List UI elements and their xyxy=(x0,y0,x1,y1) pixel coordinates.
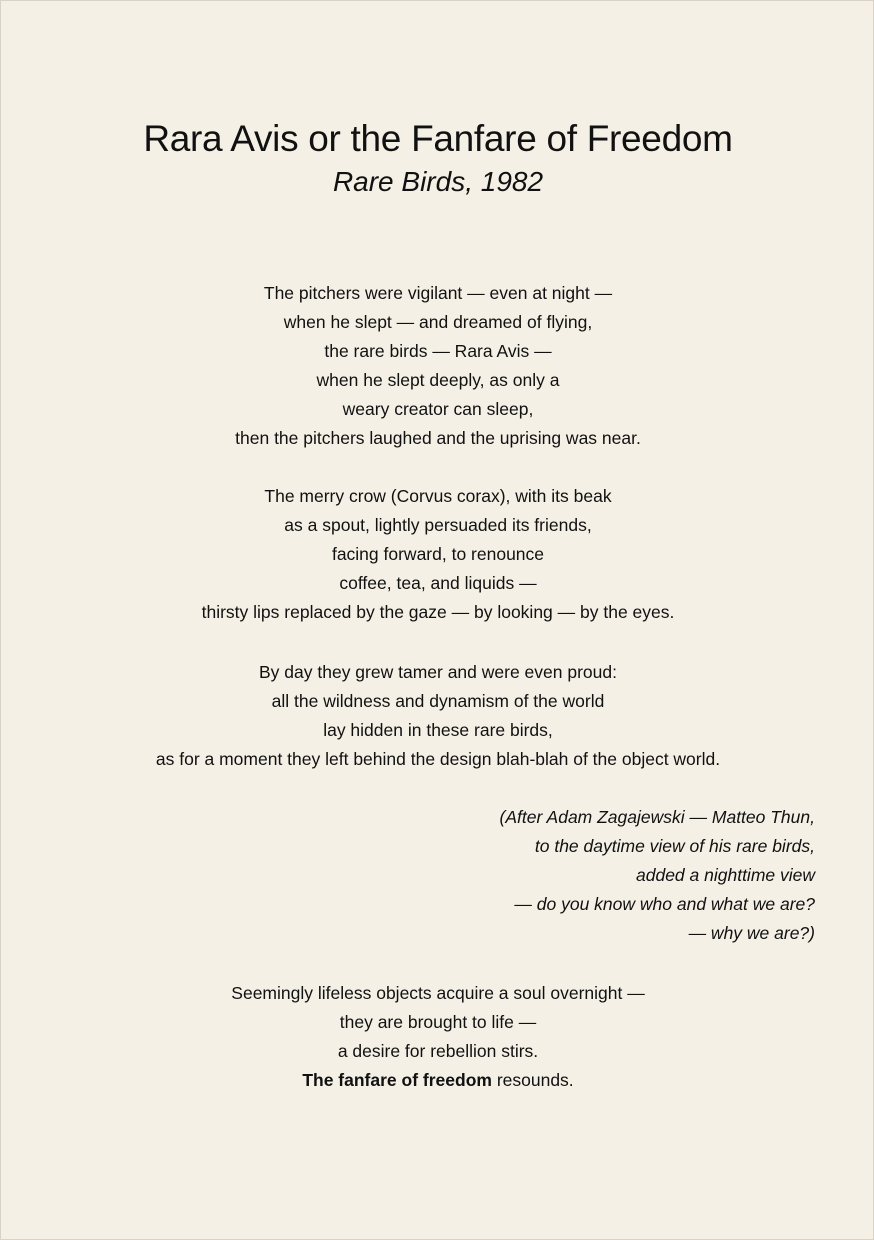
poem-line: By day they grew tamer and were even proud: xyxy=(259,662,617,682)
poem-line: facing forward, to renounce xyxy=(331,544,545,564)
poem-line: coffee, tea, and liquids — xyxy=(339,573,537,593)
poem-line: as a spout, lightly persuaded its friends, xyxy=(284,515,592,535)
stanza-1 xyxy=(1,279,874,453)
stanza-3 xyxy=(1,658,874,774)
poem-line: The merry crow (Corvus corax), with its beak xyxy=(264,486,612,506)
poem-title: Rara Avis or the Fanfare of Freedom xyxy=(143,118,733,159)
note-line: — do you know who and what we are? xyxy=(514,894,815,914)
note-line: to the daytime view of his rare birds, xyxy=(534,836,815,856)
poem-line: The pitchers were vigilant — even at night — xyxy=(263,283,613,303)
poem-line: then the pitchers laughed and the uprising was near. xyxy=(235,428,641,448)
closing-stanza xyxy=(1,979,874,1095)
poem-subtitle: Rare Birds, 1982 xyxy=(332,166,544,197)
final-line-rest: resounds. xyxy=(491,1070,574,1090)
poem-line: a desire for rebellion stirs. xyxy=(337,1041,539,1061)
poem-line: the rare birds — Rara Avis — xyxy=(324,341,552,361)
final-line xyxy=(1,1066,874,1095)
note-line: (After Adam Zagajewski — Matteo Thun, xyxy=(499,807,815,827)
note-line: — why we are?) xyxy=(688,923,815,943)
poem-line: lay hidden in these rare birds, xyxy=(323,720,553,740)
stanza-2 xyxy=(1,482,874,627)
italic-note xyxy=(215,803,815,948)
fanfare-emphasis: The fanfare of freedom xyxy=(302,1070,492,1090)
poem-line: as for a moment they left behind the design blah-blah of the object world. xyxy=(155,749,721,769)
poem-line: when he slept — and dreamed of flying, xyxy=(283,312,593,332)
poem-line: weary creator can sleep, xyxy=(342,399,534,419)
poem-line: all the wildness and dynamism of the world xyxy=(271,691,605,711)
poem-line: they are brought to life — xyxy=(339,1012,537,1032)
poem-line: Seemingly lifeless objects acquire a soul overnight — xyxy=(231,983,645,1003)
poem-line: when he slept deeply, as only a xyxy=(316,370,560,390)
note-line: added a nighttime view xyxy=(636,865,815,885)
poem-line: thirsty lips replaced by the gaze — by looking — by the eyes. xyxy=(201,602,675,622)
